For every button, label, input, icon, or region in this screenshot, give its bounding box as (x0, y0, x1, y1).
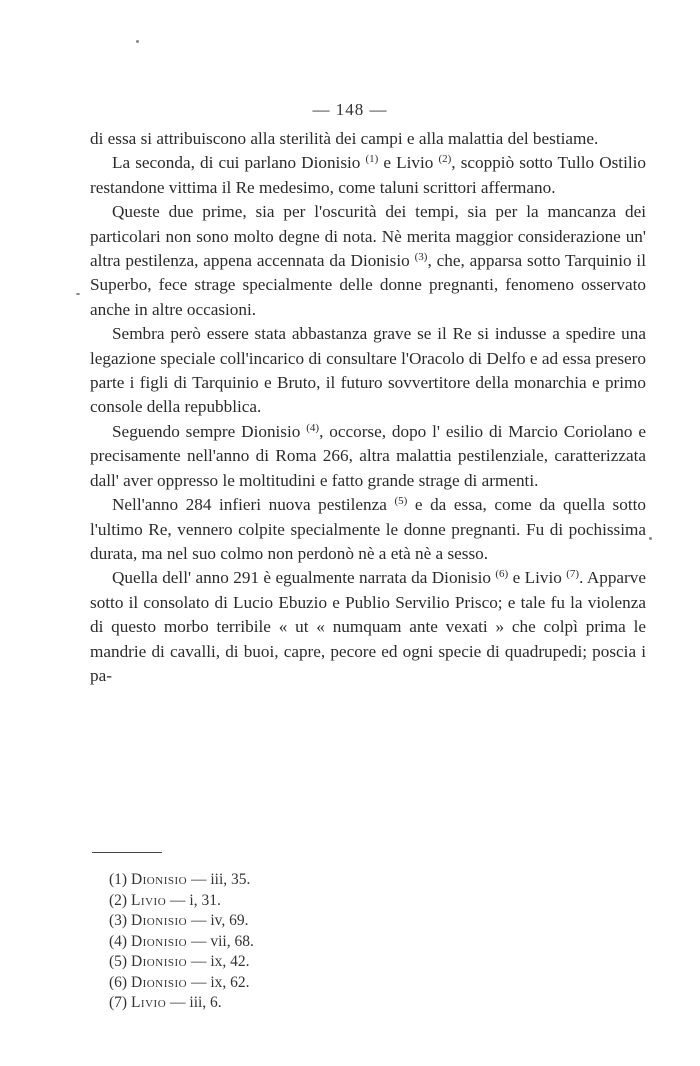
footnote-citation: — i, 31. (170, 891, 221, 909)
footnote-citation: — iii, 35. (190, 871, 251, 888)
footnote-number: (4) (109, 932, 128, 950)
footnote-reference: (3) (414, 251, 428, 264)
footnote (109, 932, 409, 953)
paragraph-text: , che, apparsa sotto Tarquinio il Superbo, fece strage specialmente delle donne pregnanti, fenomeno osservato anche in altre occasioni. (90, 251, 646, 319)
paragraph-text: . Apparve sotto il consolato di Lucio Ebuzio e Publio Servilio Prisco; e tale fu la violenza di questo morbo terribile « ut « numquam ante vexati » che colpì prima le mandrie di cavalli, di buoi, capre, pecore ed ogni specie di quadrupedi; poscia i pa- (90, 568, 646, 685)
footnote-number: (7) (109, 994, 128, 1011)
paper-speck (76, 293, 80, 295)
footnote-citation: — ix, 62. (190, 973, 250, 991)
footnote-author: Dionisio (130, 973, 188, 991)
paragraph-text: , occorse, dopo l' esilio di Marcio Coriolano e precisamente nell'anno di Roma 266, altra malattia pestilenziale, caratterizzata dall' aver oppresso le moltitudini e fatto grande strage di armenti. (90, 421, 646, 490)
paragraph-text: di essa si attribuiscono alla sterilità dei campi e alla malattia del bestiame. (90, 129, 599, 148)
paragraph-text: e Livio (378, 153, 439, 173)
footnote-author: Livio (130, 891, 167, 909)
paragraph (90, 151, 646, 200)
footnote (109, 911, 409, 932)
body-text (90, 127, 646, 688)
paragraph-text: Quella dell' anno 291 è egualmente narrata da Dionisio (112, 568, 496, 588)
paragraph (90, 322, 646, 420)
footnote-author: Dionisio (130, 932, 188, 950)
paragraph-text: Seguendo sempre Dionisio (112, 421, 307, 441)
footnote (109, 973, 409, 994)
paragraph-text: , scoppiò sotto Tullo Ostilio restandone vittima il Re medesimo, come taluni scrittori affermano. (90, 153, 646, 197)
footnote-citation: — ix, 42. (190, 953, 250, 970)
footnote-author: Dionisio (130, 953, 188, 970)
footnote-reference: (4) (306, 421, 320, 434)
footnote-number: (3) (109, 912, 128, 929)
paragraph-text: e Livio (508, 568, 567, 588)
footnotes (109, 870, 409, 1014)
footnote-citation: — iv, 69. (190, 912, 249, 929)
footnote-reference: (7) (566, 568, 580, 581)
footnote-divider (92, 852, 162, 853)
footnote (109, 952, 409, 973)
paragraph (90, 127, 646, 151)
paragraph (90, 200, 646, 322)
page-number: — 148 — (312, 100, 388, 119)
footnote-number: (1) (109, 871, 128, 888)
paragraph-text: Sembra però essere stata abbastanza grave se il Re si indusse a spedire una legazione speciale coll'incarico di consultare l'Oracolo di Delfo e ad essa presero parte i figli di Tarquinio e Bruto, il futuro sovvertitore della monarchia e primo console della repubblica. (90, 324, 646, 417)
footnote-author: Livio (130, 994, 167, 1011)
paper-speck (136, 40, 139, 43)
paragraph-text: Queste due prime, sia per l'oscurità dei tempi, sia per la mancanza dei particolari non sono molto degne di nota. Nè merita maggior considerazione un' altra pestilenza, appena accennata da Dionisio (90, 202, 646, 271)
footnote-number: (5) (109, 953, 128, 970)
footnote (109, 870, 409, 891)
paragraph-text: La seconda, di cui parlano Dionisio (112, 153, 366, 173)
paragraph (90, 420, 646, 493)
footnote-author: Dionisio (130, 871, 188, 888)
paragraph (90, 566, 646, 688)
footnote-reference: (5) (394, 495, 408, 508)
footnote-citation: — iii, 6. (170, 994, 222, 1011)
footnote-author: Dionisio (130, 912, 188, 929)
footnote-reference: (1) (365, 153, 379, 166)
footnote-reference: (2) (438, 153, 452, 166)
paragraph (90, 493, 646, 566)
footnote-reference: (6) (495, 568, 509, 581)
footnote (109, 891, 409, 912)
footnote-number: (2) (109, 891, 128, 909)
footnote-number: (6) (109, 973, 128, 991)
footnote-citation: — vii, 68. (190, 932, 254, 950)
footnote (109, 993, 409, 1014)
paragraph-text: Nell'anno 284 infieri nuova pestilenza (112, 495, 395, 515)
paragraph-text: e da essa, come da quella sotto l'ultimo Re, vennero colpite specialmente le donne pregnanti. Fu di pochissima durata, ma nel suo colmo non perdonò nè a età nè a sesso. (90, 495, 646, 563)
paper-speck (649, 537, 652, 540)
